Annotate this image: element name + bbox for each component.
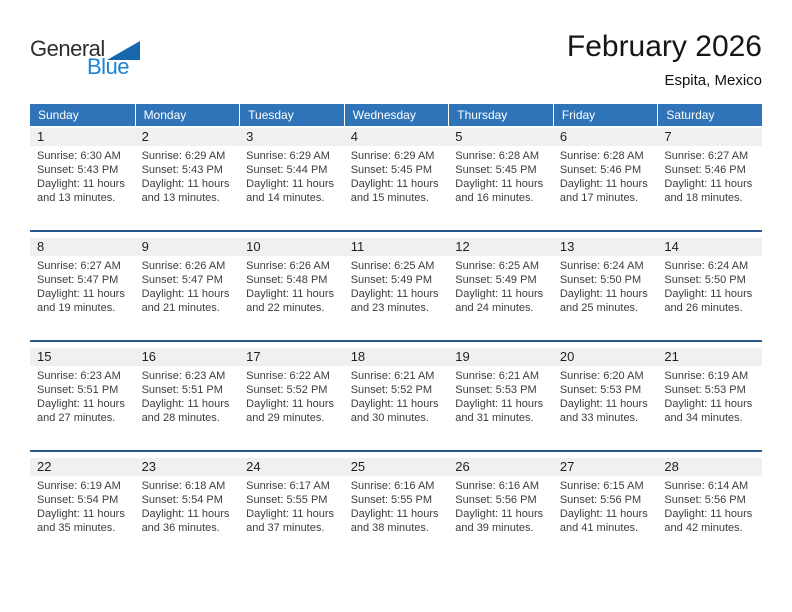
- day-sunrise: Sunrise: 6:16 AM: [455, 480, 540, 492]
- week-row: [30, 128, 762, 204]
- day-cell: [30, 366, 135, 425]
- day-daylight-minutes: and 39 minutes.: [455, 522, 534, 534]
- day-sunrise: Sunrise: 6:22 AM: [246, 370, 330, 382]
- day-daylight-hours: Daylight: 11 hours: [141, 508, 230, 520]
- day-daylight-hours: Daylight: 11 hours: [455, 508, 544, 520]
- day-sunset: Sunset: 5:54 PM: [141, 494, 223, 506]
- day-number: 21: [664, 349, 679, 364]
- day-daylight-minutes: and 37 minutes.: [246, 522, 325, 534]
- day-sunset: Sunset: 5:55 PM: [350, 494, 433, 506]
- day-number: 2: [141, 129, 149, 144]
- day-number: 26: [455, 459, 470, 474]
- day-sunrise: Sunrise: 6:28 AM: [559, 150, 644, 162]
- day-daylight-minutes: and 13 minutes.: [141, 192, 220, 204]
- day-daylight-hours: Daylight: 11 hours: [455, 398, 544, 410]
- day-cell: [239, 476, 344, 535]
- day-sunset: Sunset: 5:47 PM: [37, 274, 119, 286]
- day-sunset: Sunset: 5:45 PM: [350, 164, 433, 176]
- day-number: 10: [246, 239, 261, 254]
- day-daylight-hours: Daylight: 11 hours: [246, 398, 334, 410]
- day-daylight-hours: Daylight: 11 hours: [350, 178, 439, 190]
- day-daylight-minutes: and 18 minutes.: [664, 192, 743, 204]
- day-number: 8: [37, 239, 45, 254]
- day-numbers-row: [30, 128, 762, 146]
- day-cell: [239, 256, 344, 315]
- weekday-header-row: [30, 104, 762, 126]
- day-number: 5: [455, 129, 463, 144]
- day-number: 17: [246, 349, 261, 364]
- day-sunrise: Sunrise: 6:30 AM: [37, 150, 121, 162]
- day-cell: [553, 256, 658, 315]
- week-row: [30, 340, 762, 424]
- day-daylight-minutes: and 33 minutes.: [559, 412, 639, 424]
- day-details-row: [30, 256, 762, 314]
- day-sunset: Sunset: 5:56 PM: [455, 494, 537, 506]
- day-cell: [135, 366, 240, 425]
- day-daylight-hours: Daylight: 11 hours: [246, 288, 334, 300]
- day-daylight-minutes: and 21 minutes.: [141, 302, 220, 314]
- week-row: [30, 230, 762, 314]
- day-daylight-hours: Daylight: 11 hours: [141, 398, 230, 410]
- day-cell: [135, 256, 240, 315]
- weekday-header-monday: Monday: [135, 104, 240, 126]
- day-cell: [657, 256, 762, 315]
- day-daylight-minutes: and 17 minutes.: [559, 192, 639, 204]
- day-sunset: Sunset: 5:53 PM: [664, 384, 746, 396]
- day-cell: [344, 256, 449, 315]
- day-daylight-hours: Daylight: 11 hours: [664, 398, 753, 410]
- weekday-header-sunday: Sunday: [38, 108, 79, 122]
- day-daylight-minutes: and 31 minutes.: [455, 412, 534, 424]
- day-sunrise: Sunrise: 6:20 AM: [559, 370, 644, 382]
- day-daylight-hours: Daylight: 11 hours: [559, 288, 648, 300]
- day-daylight-minutes: and 38 minutes.: [350, 522, 429, 534]
- day-daylight-minutes: and 22 minutes.: [246, 302, 325, 314]
- day-number: 13: [559, 239, 575, 254]
- day-number: 22: [37, 459, 52, 474]
- day-cell: [30, 146, 135, 205]
- day-number: 9: [141, 239, 149, 254]
- day-sunrise: Sunrise: 6:21 AM: [455, 370, 540, 382]
- day-daylight-hours: Daylight: 11 hours: [37, 288, 125, 300]
- title-block: [567, 30, 762, 100]
- day-daylight-minutes: and 15 minutes.: [350, 192, 429, 204]
- day-daylight-minutes: and 41 minutes.: [559, 522, 639, 534]
- day-daylight-hours: Daylight: 11 hours: [246, 178, 334, 190]
- day-daylight-hours: Daylight: 11 hours: [559, 508, 648, 520]
- day-sunrise: Sunrise: 6:24 AM: [559, 260, 644, 272]
- day-sunrise: Sunrise: 6:16 AM: [350, 480, 435, 492]
- day-cell: [657, 476, 762, 535]
- day-daylight-hours: Daylight: 11 hours: [664, 178, 753, 190]
- day-cell: [239, 366, 344, 425]
- day-number: 18: [350, 349, 366, 364]
- day-daylight-minutes: and 13 minutes.: [37, 192, 116, 204]
- day-daylight-hours: Daylight: 11 hours: [37, 178, 125, 190]
- day-daylight-minutes: and 25 minutes.: [559, 302, 639, 314]
- day-sunset: Sunset: 5:56 PM: [559, 494, 642, 506]
- day-number: 20: [559, 349, 575, 364]
- day-daylight-minutes: and 36 minutes.: [141, 522, 220, 534]
- day-cell: [344, 146, 449, 205]
- day-cell: [448, 146, 553, 205]
- day-numbers-row: [30, 238, 762, 256]
- day-cell: [448, 366, 553, 425]
- day-daylight-minutes: and 19 minutes.: [37, 302, 116, 314]
- day-daylight-minutes: and 27 minutes.: [37, 412, 116, 424]
- calendar-weeks: [30, 128, 762, 534]
- day-daylight-minutes: and 35 minutes.: [37, 522, 116, 534]
- day-cell: [30, 256, 135, 315]
- day-sunrise: Sunrise: 6:29 AM: [350, 150, 435, 162]
- day-cell: [30, 476, 135, 535]
- day-sunrise: Sunrise: 6:29 AM: [141, 150, 226, 162]
- day-cell: [344, 476, 449, 535]
- day-cell: [553, 366, 658, 425]
- calendar: [30, 104, 762, 534]
- day-number: 7: [664, 129, 672, 144]
- logo-text-blue: Blue: [87, 54, 130, 79]
- day-daylight-hours: Daylight: 11 hours: [455, 178, 544, 190]
- day-daylight-hours: Daylight: 11 hours: [37, 398, 125, 410]
- day-daylight-minutes: and 24 minutes.: [455, 302, 534, 314]
- day-sunrise: Sunrise: 6:14 AM: [664, 480, 749, 492]
- day-daylight-minutes: and 26 minutes.: [664, 302, 743, 314]
- day-number: 24: [246, 459, 261, 474]
- day-numbers-row: [30, 348, 762, 366]
- day-daylight-hours: Daylight: 11 hours: [350, 288, 439, 300]
- day-cell: [448, 256, 553, 315]
- day-number: 23: [141, 459, 157, 474]
- day-daylight-hours: Daylight: 11 hours: [559, 398, 648, 410]
- day-sunrise: Sunrise: 6:26 AM: [246, 260, 330, 272]
- day-daylight-hours: Daylight: 11 hours: [664, 288, 753, 300]
- week-row: [30, 450, 762, 534]
- day-daylight-hours: Daylight: 11 hours: [141, 178, 230, 190]
- day-daylight-minutes: and 23 minutes.: [350, 302, 429, 314]
- day-numbers-row: [30, 458, 762, 476]
- general-blue-logo: [30, 38, 170, 100]
- day-sunrise: Sunrise: 6:19 AM: [664, 370, 749, 382]
- day-details-row: [30, 476, 762, 534]
- day-sunrise: Sunrise: 6:17 AM: [246, 480, 330, 492]
- day-daylight-minutes: and 42 minutes.: [664, 522, 743, 534]
- day-details-row: [30, 366, 762, 424]
- day-cell: [135, 476, 240, 535]
- day-cell: [448, 476, 553, 535]
- day-sunset: Sunset: 5:54 PM: [37, 494, 119, 506]
- day-number: 1: [37, 129, 45, 144]
- day-sunrise: Sunrise: 6:24 AM: [664, 260, 749, 272]
- weekday-header-friday: Friday: [553, 104, 658, 126]
- day-cell: [344, 366, 449, 425]
- day-daylight-minutes: and 30 minutes.: [350, 412, 429, 424]
- day-sunset: Sunset: 5:49 PM: [455, 274, 537, 286]
- page-header: [30, 30, 762, 100]
- day-sunset: Sunset: 5:53 PM: [455, 384, 537, 396]
- day-number: 12: [455, 239, 470, 254]
- day-number: 28: [664, 459, 679, 474]
- day-number: 15: [37, 349, 52, 364]
- day-sunrise: Sunrise: 6:25 AM: [350, 260, 435, 272]
- day-sunrise: Sunrise: 6:25 AM: [455, 260, 540, 272]
- day-daylight-hours: Daylight: 11 hours: [350, 398, 439, 410]
- day-sunset: Sunset: 5:49 PM: [350, 274, 433, 286]
- day-daylight-hours: Daylight: 11 hours: [664, 508, 753, 520]
- day-sunrise: Sunrise: 6:29 AM: [246, 150, 330, 162]
- weekday-header-saturday: Saturday: [657, 104, 762, 126]
- day-sunset: Sunset: 5:44 PM: [246, 164, 328, 176]
- day-details-row: [30, 146, 762, 204]
- day-number: 19: [455, 349, 470, 364]
- day-sunrise: Sunrise: 6:18 AM: [141, 480, 226, 492]
- day-sunrise: Sunrise: 6:23 AM: [141, 370, 226, 382]
- page-title: February 2026: [566, 30, 762, 63]
- day-sunrise: Sunrise: 6:26 AM: [141, 260, 226, 272]
- day-number: 11: [350, 239, 365, 254]
- day-sunset: Sunset: 5:53 PM: [559, 384, 642, 396]
- day-cell: [135, 146, 240, 205]
- day-number: 3: [246, 129, 254, 144]
- day-cell: [657, 146, 762, 205]
- day-sunrise: Sunrise: 6:21 AM: [350, 370, 435, 382]
- day-sunset: Sunset: 5:51 PM: [141, 384, 223, 396]
- day-sunset: Sunset: 5:52 PM: [246, 384, 328, 396]
- weekday-header-wednesday: Wednesday: [344, 104, 449, 126]
- day-daylight-hours: Daylight: 11 hours: [141, 288, 230, 300]
- day-number: 25: [350, 459, 366, 474]
- day-daylight-hours: Daylight: 11 hours: [246, 508, 334, 520]
- day-sunset: Sunset: 5:50 PM: [559, 274, 642, 286]
- day-sunset: Sunset: 5:47 PM: [141, 274, 223, 286]
- day-number: 27: [559, 459, 575, 474]
- day-sunset: Sunset: 5:45 PM: [455, 164, 537, 176]
- weekday-header-thursday: Thursday: [448, 104, 553, 126]
- day-cell: [553, 476, 658, 535]
- day-sunset: Sunset: 5:50 PM: [664, 274, 746, 286]
- day-sunrise: Sunrise: 6:15 AM: [559, 480, 644, 492]
- day-daylight-minutes: and 34 minutes.: [664, 412, 743, 424]
- day-daylight-minutes: and 29 minutes.: [246, 412, 325, 424]
- day-sunrise: Sunrise: 6:19 AM: [37, 480, 121, 492]
- day-daylight-minutes: and 28 minutes.: [141, 412, 220, 424]
- day-number: 6: [559, 129, 568, 144]
- day-sunset: Sunset: 5:48 PM: [246, 274, 328, 286]
- day-sunrise: Sunrise: 6:27 AM: [664, 150, 749, 162]
- day-sunrise: Sunrise: 6:23 AM: [37, 370, 121, 382]
- day-sunset: Sunset: 5:43 PM: [141, 164, 223, 176]
- day-sunset: Sunset: 5:43 PM: [37, 164, 119, 176]
- day-daylight-minutes: and 16 minutes.: [455, 192, 534, 204]
- day-daylight-hours: Daylight: 11 hours: [350, 508, 439, 520]
- day-sunrise: Sunrise: 6:28 AM: [455, 150, 540, 162]
- day-sunset: Sunset: 5:46 PM: [559, 164, 642, 176]
- day-cell: [657, 366, 762, 425]
- day-number: 14: [664, 239, 679, 254]
- day-sunset: Sunset: 5:51 PM: [37, 384, 119, 396]
- day-sunset: Sunset: 5:56 PM: [664, 494, 746, 506]
- day-sunset: Sunset: 5:46 PM: [664, 164, 746, 176]
- day-number: 16: [141, 349, 157, 364]
- day-cell: [239, 146, 344, 205]
- logo-text-general: General: [30, 36, 105, 61]
- page-subtitle: Espita, Mexico: [664, 72, 762, 89]
- day-daylight-hours: Daylight: 11 hours: [37, 508, 125, 520]
- day-sunset: Sunset: 5:55 PM: [246, 494, 328, 506]
- day-sunset: Sunset: 5:52 PM: [350, 384, 433, 396]
- weekday-header-tuesday: Tuesday: [239, 104, 344, 126]
- day-cell: [553, 146, 658, 205]
- day-number: 4: [350, 129, 358, 144]
- day-daylight-hours: Daylight: 11 hours: [559, 178, 648, 190]
- day-daylight-minutes: and 14 minutes.: [246, 192, 325, 204]
- day-daylight-hours: Daylight: 11 hours: [455, 288, 544, 300]
- day-sunrise: Sunrise: 6:27 AM: [37, 260, 121, 272]
